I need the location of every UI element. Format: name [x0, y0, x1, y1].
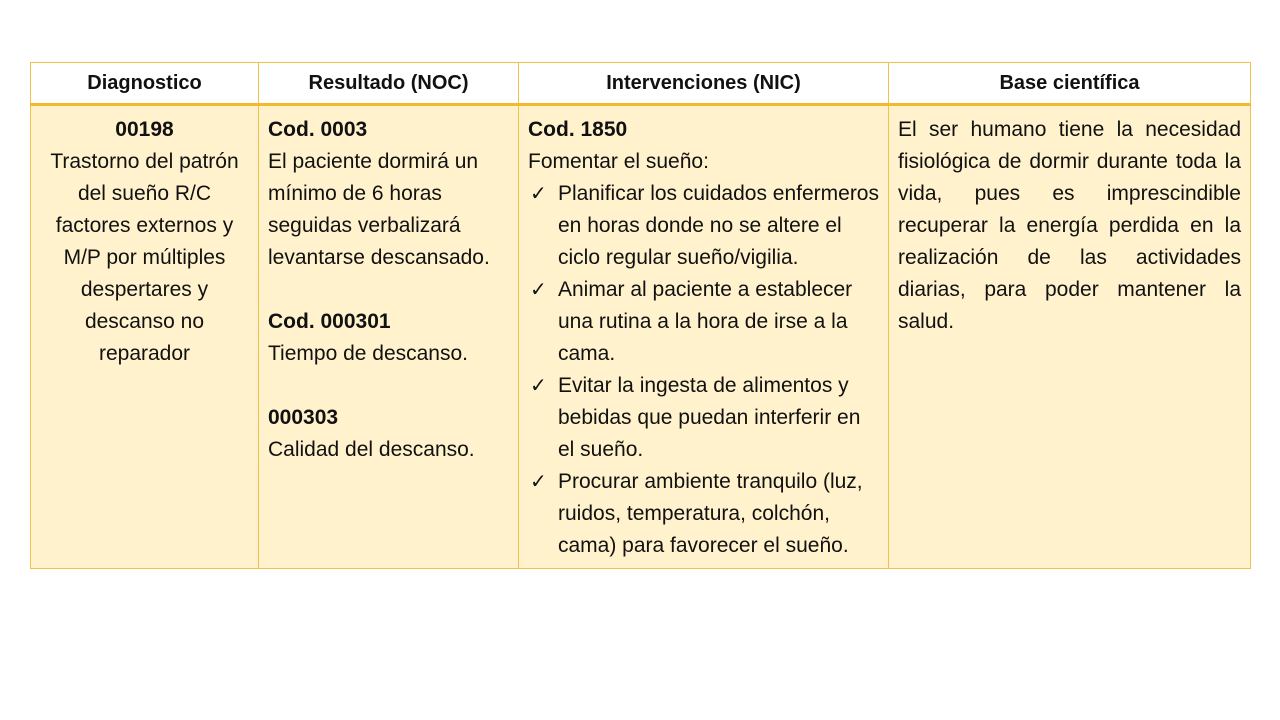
header-base-cientifica: Base científica: [889, 63, 1251, 105]
resultado-code: Cod. 0003: [268, 118, 368, 141]
care-plan-table: [30, 62, 1251, 569]
table-row: [31, 105, 1251, 569]
intervenciones-title: Fomentar el sueño:: [528, 150, 709, 173]
resultado-text: Tiempo de descanso.: [268, 342, 469, 365]
resultado-text: El paciente dormirá un mínimo de 6 horas seguidas verbalizará levantarse descansado.: [268, 150, 490, 269]
header-row: [31, 63, 1251, 105]
header-resultado: Resultado (NOC): [259, 63, 519, 105]
cell-resultado: [259, 105, 519, 569]
list-item-text: Planificar los cuidados enfermeros en horas donde no se altere el ciclo regular sueño/vigilia.: [558, 182, 879, 269]
cell-base-cientifica: [889, 105, 1251, 569]
list-item: [528, 466, 879, 562]
checkmark-icon: ✓: [530, 375, 547, 397]
cell-intervenciones: [519, 105, 889, 569]
resultado-code: Cod. 000301: [268, 310, 391, 333]
list-item-text: Animar al paciente a establecer una rutina a la hora de irse a la cama.: [558, 278, 853, 365]
diagnostico-text: Trastorno del patrón del sueño R/C factores externos y M/P por múltiples despertares y descanso no reparador: [50, 150, 239, 365]
list-item: [528, 178, 879, 274]
diagnostico-code: 00198: [115, 118, 174, 141]
checkmark-icon: ✓: [530, 183, 547, 205]
intervenciones-code: Cod. 1850: [528, 118, 628, 141]
header-diagnostico: Diagnostico: [31, 63, 259, 105]
checkmark-icon: ✓: [530, 279, 547, 301]
list-item: [528, 274, 879, 370]
intervenciones-list: [528, 178, 879, 562]
checkmark-icon: ✓: [530, 471, 547, 493]
resultado-code: 000303: [268, 406, 339, 429]
resultado-text: Calidad del descanso.: [268, 438, 475, 461]
list-item-text: Evitar la ingesta de alimentos y bebidas que puedan interferir en el sueño.: [558, 374, 861, 461]
list-item: [528, 370, 879, 466]
cell-diagnostico: [31, 105, 259, 569]
base-text: El ser humano tiene la necesidad fisiológica de dormir durante toda la vida, pues es imprescindible recuperar la energía perdida en la realización de las actividades diarias, para poder mantener la salud.: [898, 118, 1241, 333]
header-intervenciones: Intervenciones (NIC): [519, 63, 889, 105]
list-item-text: Procurar ambiente tranquilo (luz, ruidos, temperatura, colchón, cama) para favorecer el sueño.: [558, 470, 863, 557]
